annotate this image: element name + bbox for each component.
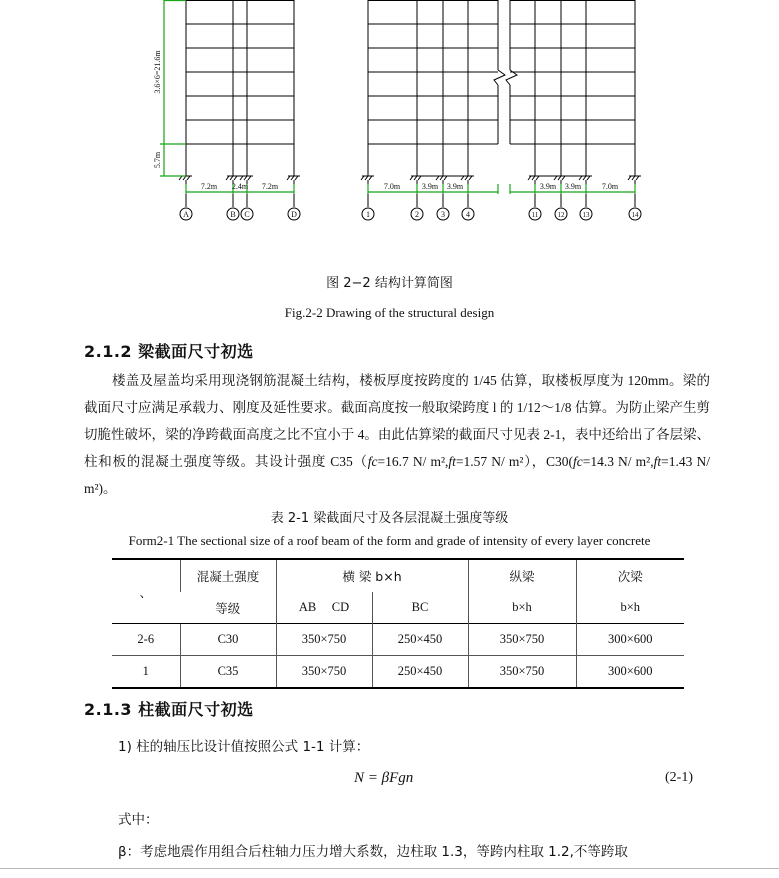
table-caption-zh: 表 2-1 梁截面尺寸及各层混凝土强度等级 bbox=[270, 511, 509, 526]
axis-label: A bbox=[183, 210, 189, 219]
table-cell: 350×750 bbox=[276, 656, 372, 689]
header-grade: 混凝土强度 bbox=[180, 559, 276, 592]
dimension-lines bbox=[160, 0, 635, 194]
dim-upper: 3.6×6=21.6m bbox=[153, 50, 162, 94]
span-label: 7.0m bbox=[601, 182, 619, 191]
table-header-row bbox=[112, 559, 684, 592]
header-longitudinal-bxh: b×h bbox=[468, 592, 576, 624]
axis-label: D bbox=[291, 210, 297, 219]
axis-label: B bbox=[230, 210, 236, 219]
beta-definition: β：考虑地震作用组合后柱轴力压力增大系数，边柱取 1.3，等跨内柱取 1.2,不等跨取 bbox=[118, 844, 628, 860]
header-longitudinal-beam: 纵梁 bbox=[468, 559, 576, 592]
page-bottom-divider bbox=[0, 868, 779, 869]
paragraph-beam-section: 楼盖及屋盖均采用现浇钢筋混凝土结构，楼板厚度按跨度的 1/45 估算，取楼板厚度为 120mm。梁的截面尺寸应满足承载力、刚度及延性要求。截面高度按一般取梁跨度 l 的 1/12～1/8 估算。为防止梁产生剪切脆性破坏，梁的净跨截面高度之比不宜小于 4。由此估算梁的截面尺寸见表 2-1，表中还给出了各层梁、柱和板的混凝土强度等级。其设计强度 C35（fc=16.7 N/ m²,ft=1.57 N/ m²），C30(fc=14.3 N/ m²,ft=1.43 N/ m²)。 bbox=[84, 373, 710, 496]
span-label: 7.2m bbox=[261, 182, 279, 191]
table-cell: 300×600 bbox=[576, 656, 684, 689]
axis-label: C bbox=[244, 210, 250, 219]
dim-lower: 5.7m bbox=[153, 151, 162, 169]
span-label: 3.9m bbox=[446, 182, 464, 191]
table-row bbox=[112, 656, 684, 689]
axis-label: 13 bbox=[582, 211, 590, 219]
span-label: 3.9m bbox=[421, 182, 439, 191]
where-label: 式中： bbox=[118, 812, 159, 828]
table-cell: 300×600 bbox=[576, 624, 684, 656]
section-heading-2-1-2: 2.1.2 梁截面尺寸初选 bbox=[84, 342, 254, 361]
fc-symbol: fc bbox=[367, 454, 378, 469]
frame-3 bbox=[506, 0, 635, 176]
axis-label: 1 bbox=[366, 210, 370, 219]
list-item-1: 1) 柱的轴压比设计值按照公式 1-1 计算： bbox=[118, 739, 370, 755]
table-cell: 250×450 bbox=[372, 656, 468, 689]
span-label: 3.9m bbox=[539, 182, 557, 191]
axis-label: 3 bbox=[441, 210, 445, 219]
table-row bbox=[112, 624, 684, 656]
span-label: 3.9m bbox=[564, 182, 582, 191]
frame-2 bbox=[368, 0, 505, 176]
header-bc: BC bbox=[372, 592, 468, 624]
header-grade-level: 等级 bbox=[215, 600, 241, 616]
equation-number: (2-1) bbox=[665, 770, 693, 785]
table-cell: C30 bbox=[180, 624, 276, 656]
axis-label: 11 bbox=[531, 211, 539, 219]
frame-1 bbox=[186, 0, 294, 176]
section-heading-2-1-3: 2.1.3 柱截面尺寸初选 bbox=[84, 700, 254, 719]
span-label: 7.2m bbox=[200, 182, 218, 191]
header-secondary-beam: 次梁 bbox=[576, 559, 684, 592]
ft-symbol: ft bbox=[448, 454, 456, 469]
header-transverse-beam: 横 梁 b×h bbox=[276, 559, 468, 592]
figure-caption-en: Fig.2-2 Drawing of the structural design bbox=[284, 305, 495, 320]
span-label: 7.0m bbox=[383, 182, 401, 191]
table-cell: 2-6 bbox=[112, 624, 180, 656]
axis-label: 2 bbox=[415, 210, 419, 219]
table-subheader-row bbox=[112, 592, 684, 624]
table-cell: 1 bbox=[112, 656, 180, 689]
table-cell: C35 bbox=[180, 656, 276, 689]
table-cell: 350×750 bbox=[468, 656, 576, 689]
table-cell: 350×750 bbox=[276, 624, 372, 656]
table-caption-en: Form2-1 The sectional size of a roof beam of the form and grade of intensity of every layer concrete bbox=[128, 533, 651, 548]
structural-frame-diagram bbox=[0, 0, 779, 240]
axis-label: 14 bbox=[631, 211, 639, 219]
span-label: 2.4m bbox=[231, 182, 249, 191]
beam-section-table bbox=[112, 558, 684, 689]
figure-caption-zh: 图 2−2 结构计算简图 bbox=[326, 276, 453, 291]
ft-symbol: ft bbox=[653, 454, 662, 469]
axis-label: 12 bbox=[557, 211, 565, 219]
header-secondary-bxh: b×h bbox=[576, 592, 684, 624]
supports bbox=[179, 176, 641, 180]
table-cell: 350×750 bbox=[468, 624, 576, 656]
fc-symbol: fc bbox=[572, 454, 583, 469]
header-ab-cd: AB CD bbox=[276, 592, 372, 624]
axis-label: 4 bbox=[466, 210, 470, 219]
table-cell: 250×450 bbox=[372, 624, 468, 656]
table-corner-cell: 、 bbox=[139, 584, 152, 600]
equation: N = βFgn bbox=[354, 770, 414, 786]
